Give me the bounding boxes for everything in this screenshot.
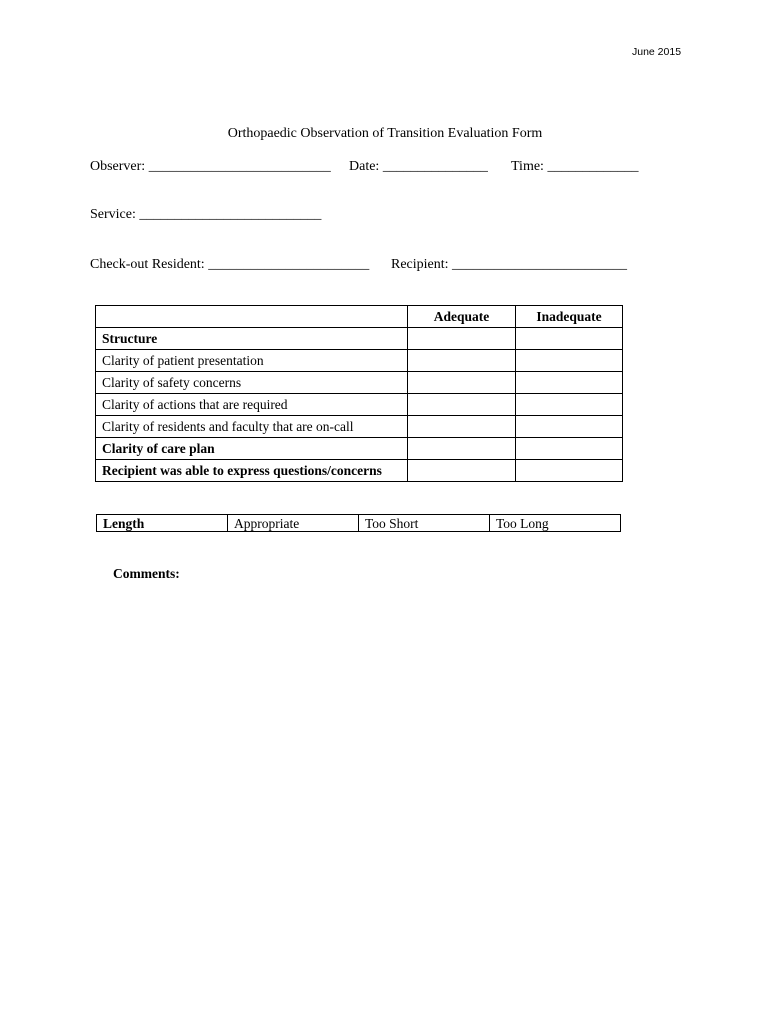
row-label-structure: Structure [96,328,408,350]
length-option-appropriate[interactable]: Appropriate [228,515,359,532]
evaluation-table [95,305,623,482]
table-row [96,350,623,372]
observer-field[interactable]: Observer: __________________________ [90,159,331,174]
row-label-patient-presentation: Clarity of patient presentation [96,350,408,372]
checkout-resident-field[interactable]: Check-out Resident: _______________________ [90,257,370,272]
row-label-actions-required: Clarity of actions that are required [96,394,408,416]
comments-label: Comments: [113,566,180,581]
inadequate-cell[interactable] [516,372,623,394]
inadequate-cell[interactable] [516,394,623,416]
adequate-header: Adequate [408,306,516,328]
form-title: Orthopaedic Observation of Transition Evaluation Form [227,126,543,141]
length-option-too-short[interactable]: Too Short [359,515,490,532]
adequate-cell[interactable] [408,438,516,460]
inadequate-cell[interactable] [516,460,623,482]
date-field[interactable]: Date: _______________ [349,159,488,174]
adequate-cell[interactable] [408,350,516,372]
adequate-cell[interactable] [408,372,516,394]
inadequate-cell[interactable] [516,328,623,350]
adequate-cell[interactable] [408,460,516,482]
criterion-header [96,306,408,328]
table-row [96,460,623,482]
table-row [96,394,623,416]
row-label-recipient-questions: Recipient was able to express questions/concerns [96,460,408,482]
row-label-care-plan: Clarity of care plan [96,438,408,460]
inadequate-cell[interactable] [516,438,623,460]
length-table [96,514,621,532]
length-row [97,515,621,532]
row-label-safety-concerns: Clarity of safety concerns [96,372,408,394]
evaluation-header-row [96,306,623,328]
row-label-residents-faculty: Clarity of residents and faculty that are on-call [96,416,408,438]
inadequate-cell[interactable] [516,416,623,438]
table-row [96,416,623,438]
length-label: Length [97,515,228,532]
inadequate-cell[interactable] [516,350,623,372]
table-row [96,438,623,460]
document-date: June 2015 [632,46,682,58]
service-field[interactable]: Service: __________________________ [90,207,322,222]
adequate-cell[interactable] [408,416,516,438]
table-row [96,328,623,350]
length-option-too-long[interactable]: Too Long [490,515,621,532]
inadequate-header: Inadequate [516,306,623,328]
table-row [96,372,623,394]
adequate-cell[interactable] [408,328,516,350]
adequate-cell[interactable] [408,394,516,416]
time-field[interactable]: Time: _____________ [511,159,639,174]
recipient-field[interactable]: Recipient: _________________________ [391,257,628,272]
